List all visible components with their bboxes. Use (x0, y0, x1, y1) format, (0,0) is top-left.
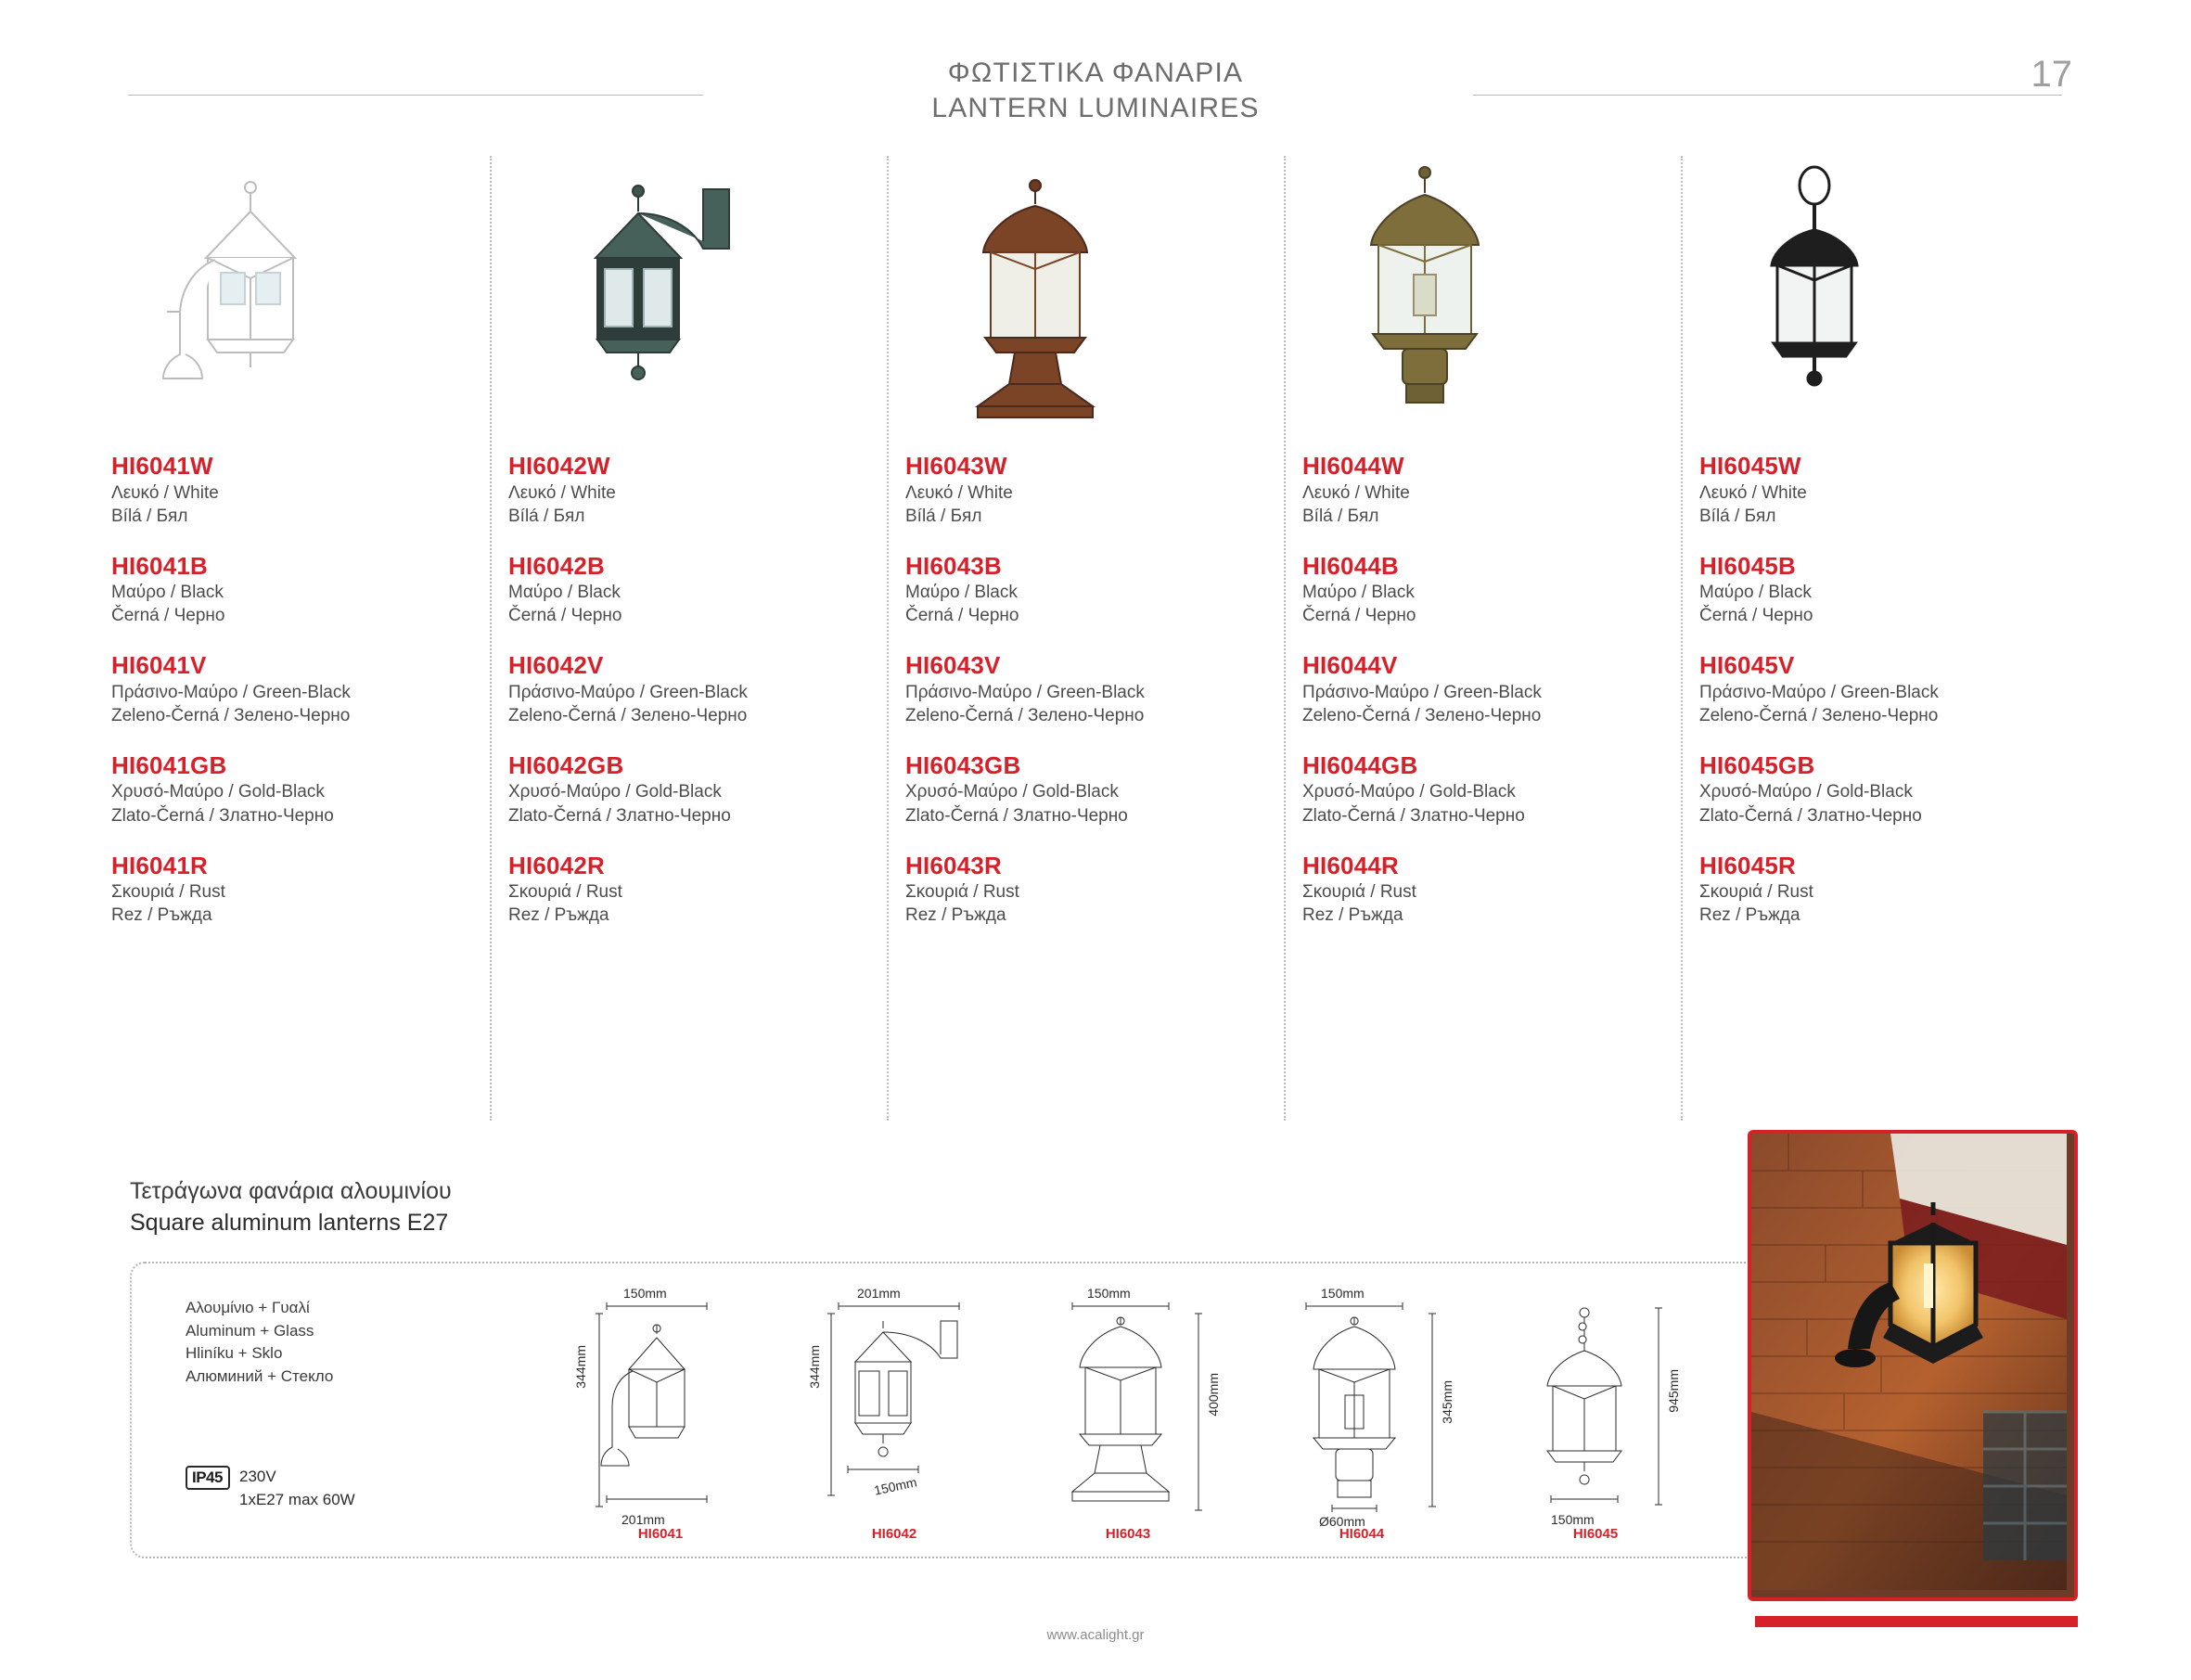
variant-code: HI6042V (508, 651, 604, 680)
dimension-bottom: 150mm (872, 1474, 918, 1498)
variant-desc2: Zlato-Černá / Златно-Черно (905, 805, 1128, 826)
variant-item[interactable] (111, 551, 499, 628)
variant-item[interactable] (905, 650, 1293, 727)
dimension-top: 150mm (1087, 1286, 1131, 1301)
dimension-side: 345mm (1440, 1380, 1454, 1424)
variant-desc1: Χρυσό-Μαύρο / Gold-Black (508, 782, 722, 802)
variant-desc2: Zeleno-Černá / Зелено-Черно (1699, 705, 1939, 725)
dimension-drawings (568, 1280, 1736, 1549)
post-top-lantern-icon (1302, 156, 1690, 443)
variant-item[interactable] (1302, 650, 1690, 727)
variant-code: HI6042B (508, 551, 606, 580)
product-column-hi6045 (1699, 156, 2096, 1111)
variant-item[interactable] (1699, 851, 2087, 928)
dimension-drawing-hi6044 (1269, 1280, 1503, 1549)
variant-desc1: Λευκό / White (508, 482, 616, 503)
variant-desc1: Σκουριά / Rust (905, 882, 1019, 903)
dimension-label: HI6041 (637, 1526, 684, 1542)
variant-desc1: Μαύρο / Black (1302, 583, 1415, 603)
variant-code: HI6045B (1699, 551, 1797, 580)
variant-desc1: Χρυσό-Μαύρο / Gold-Black (1699, 782, 1913, 802)
specification-box (130, 1262, 1762, 1558)
variant-code: HI6044V (1302, 651, 1398, 680)
variant-item[interactable] (1699, 750, 2087, 827)
variant-desc2: Zlato-Černá / Златно-Черно (1302, 805, 1525, 826)
product-columns (111, 156, 2096, 1111)
variant-desc2: Bílá / Бял (508, 506, 585, 526)
variant-code: HI6044W (1302, 452, 1404, 480)
variant-code: HI6043GB (905, 750, 1021, 779)
variant-code: HI6045GB (1699, 750, 1815, 779)
variant-code: HI6041B (111, 551, 209, 580)
dimension-label: HI6042 (871, 1526, 917, 1542)
variant-item[interactable] (508, 551, 896, 628)
section-title (130, 1176, 452, 1239)
variant-desc1: Πράσινο-Μαύρο / Green-Black (1699, 682, 1939, 702)
dimension-top: 150mm (623, 1286, 667, 1301)
variant-desc1: Χρυσό-Μαύρο / Gold-Black (111, 782, 325, 802)
variant-desc2: Černá / Черно (1699, 606, 1813, 626)
variant-code: HI6042GB (508, 750, 624, 779)
variant-list (508, 451, 896, 927)
variant-code: HI6044B (1302, 551, 1400, 580)
variant-item[interactable] (1699, 551, 2087, 628)
variant-code: HI6043V (905, 651, 1001, 680)
variant-desc2: Rez / Ръжда (111, 905, 212, 926)
variant-desc1: Μαύρο / Black (111, 583, 224, 603)
variant-item[interactable] (905, 750, 1293, 827)
variant-code: HI6041R (111, 851, 209, 879)
variant-code: HI6045R (1699, 851, 1797, 879)
variant-desc1: Σκουριά / Rust (1302, 882, 1416, 903)
variant-desc1: Χρυσό-Μαύρο / Gold-Black (1302, 782, 1516, 802)
variant-code: HI6044R (1302, 851, 1400, 879)
variant-desc1: Λευκό / White (111, 482, 219, 503)
variant-code: HI6042R (508, 851, 606, 879)
variant-desc1: Χρυσό-Μαύρο / Gold-Black (905, 782, 1119, 802)
dimension-side: 344mm (807, 1345, 822, 1389)
variant-item[interactable] (1302, 750, 1690, 827)
voltage-value: 230V (238, 1468, 276, 1485)
variant-desc1: Μαύρο / Black (508, 583, 621, 603)
wall-lantern-up-icon (111, 156, 499, 443)
ip-rating-badge: IP45 (186, 1466, 230, 1490)
dimension-bottom: Ø60mm (1319, 1514, 1365, 1529)
variant-desc2: Bílá / Бял (1302, 506, 1379, 526)
variant-code: HI6041GB (111, 750, 227, 779)
dimension-top: 150mm (1321, 1286, 1365, 1301)
variant-item[interactable] (111, 650, 499, 727)
variant-desc2: Bílá / Бял (1699, 506, 1776, 526)
variant-desc2: Bílá / Бял (111, 506, 188, 526)
variant-desc2: Zeleno-Černá / Зелено-Черно (1302, 705, 1542, 725)
dimension-drawing-hi6045 (1503, 1280, 1736, 1549)
product-column-hi6042 (508, 156, 905, 1111)
variant-item[interactable] (508, 851, 896, 928)
variant-desc2: Rez / Ръжда (905, 905, 1006, 926)
variant-item[interactable] (905, 851, 1293, 928)
dimension-side: 344mm (573, 1345, 588, 1389)
electrical-specs (186, 1466, 355, 1511)
variant-item[interactable] (1302, 451, 1690, 528)
variant-desc2: Černá / Черно (111, 606, 225, 626)
variant-code: HI6041V (111, 651, 207, 680)
variant-item[interactable] (508, 750, 896, 827)
variant-item[interactable] (905, 451, 1293, 528)
wall-lantern-down-icon (508, 156, 896, 443)
variant-desc2: Zeleno-Černá / Зелено-Черно (508, 705, 748, 725)
variant-code: HI6043R (905, 851, 1003, 879)
variant-desc1: Λευκό / White (1699, 482, 1807, 503)
product-column-hi6044 (1302, 156, 1699, 1111)
footer-url[interactable]: www.acalight.gr (1046, 1627, 1145, 1643)
dimension-side: 945mm (1666, 1369, 1681, 1413)
variant-desc1: Πράσινο-Μαύρο / Green-Black (111, 682, 351, 702)
dimension-label: HI6044 (1339, 1526, 1385, 1542)
dimension-drawing-hi6042 (801, 1280, 1035, 1549)
variant-item[interactable] (905, 551, 1293, 628)
dimension-bottom: 150mm (1551, 1512, 1595, 1527)
variant-desc2: Zlato-Černá / Златно-Черно (1699, 805, 1922, 826)
variant-desc2: Zlato-Černá / Златно-Черно (508, 805, 731, 826)
variant-desc2: Rez / Ръжда (1699, 905, 1800, 926)
variant-item[interactable] (111, 750, 499, 827)
materials-list (186, 1297, 333, 1389)
variant-code: HI6044GB (1302, 750, 1418, 779)
variant-list (111, 451, 499, 927)
variant-item[interactable] (1302, 551, 1690, 628)
variant-code: HI6043B (905, 551, 1003, 580)
variant-desc1: Λευκό / White (905, 482, 1013, 503)
variant-desc2: Rez / Ръжда (1302, 905, 1403, 926)
variant-desc1: Μαύρο / Black (905, 583, 1018, 603)
variant-desc1: Λευκό / White (1302, 482, 1410, 503)
page-title-english: LANTERN LUMINAIRES (931, 93, 1260, 124)
section-title-greek: Τετράγωνα φανάρια αλουμινίου (130, 1178, 452, 1204)
dimension-drawing-hi6041 (568, 1280, 801, 1549)
variant-list (1302, 451, 1690, 927)
variant-item[interactable] (111, 451, 499, 528)
variant-desc1: Πράσινο-Μαύρο / Green-Black (508, 682, 748, 702)
page-title (0, 56, 2191, 127)
variant-code: HI6045W (1699, 452, 1801, 480)
page-header (0, 56, 2191, 158)
variant-item[interactable] (508, 650, 896, 727)
page-number: 17 (2031, 54, 2072, 95)
dimension-side: 400mm (1206, 1373, 1221, 1417)
material-line-russian: Алюминий + Стекло (186, 1366, 334, 1385)
red-accent-bar (1755, 1616, 2078, 1627)
variant-desc2: Černá / Черно (508, 606, 622, 626)
variant-desc1: Πράσινο-Μαύρο / Green-Black (1302, 682, 1542, 702)
product-photo (1748, 1130, 2078, 1601)
page-title-greek: ΦΩΤΙΣΤΙΚΑ ΦΑΝΑΡΙΑ (947, 58, 1244, 88)
variant-item[interactable] (111, 851, 499, 928)
dimension-label: HI6045 (1572, 1526, 1619, 1542)
variant-item[interactable] (1302, 851, 1690, 928)
variant-item[interactable] (508, 451, 896, 528)
variant-desc2: Černá / Черно (905, 606, 1019, 626)
variant-desc1: Σκουριά / Rust (111, 882, 225, 903)
variant-desc2: Černá / Черно (1302, 606, 1416, 626)
variant-desc2: Zlato-Černá / Златно-Черно (111, 805, 334, 826)
variant-desc2: Zeleno-Černá / Зелено-Черно (905, 705, 1145, 725)
variant-desc1: Πράσινο-Μαύρο / Green-Black (905, 682, 1145, 702)
variant-desc1: Σκουριά / Rust (1699, 882, 1813, 903)
variant-code: HI6043W (905, 452, 1007, 480)
variant-code: HI6042W (508, 452, 610, 480)
dimension-drawing-hi6043 (1035, 1280, 1269, 1549)
material-line-greek: Αλουμίνιο + Γυαλί (186, 1299, 310, 1316)
variant-desc1: Σκουριά / Rust (508, 882, 622, 903)
material-line-english: Aluminum + Glass (186, 1321, 314, 1340)
section-title-english: Square aluminum lanterns E27 (130, 1209, 449, 1236)
material-line-czech: Hliníku + Sklo (186, 1344, 283, 1363)
dimension-label: HI6043 (1105, 1526, 1151, 1542)
variant-desc2: Zeleno-Černá / Зелено-Черно (111, 705, 351, 725)
product-column-hi6041 (111, 156, 508, 1111)
variant-code: HI6041W (111, 452, 213, 480)
variant-code: HI6045V (1699, 651, 1795, 680)
hanging-lantern-icon (1699, 156, 2087, 443)
variant-item[interactable] (1699, 451, 2087, 528)
dimension-bottom: 201mm (621, 1512, 665, 1527)
product-column-hi6043 (905, 156, 1302, 1111)
variant-desc2: Rez / Ръжда (508, 905, 609, 926)
voltage-lamp-info (239, 1466, 355, 1511)
variant-desc1: Μαύρο / Black (1699, 583, 1812, 603)
variant-item[interactable] (1699, 650, 2087, 727)
dimension-top: 201mm (857, 1286, 901, 1301)
pedestal-lantern-icon (905, 156, 1293, 443)
variant-desc2: Bílá / Бял (905, 506, 982, 526)
variant-list (905, 451, 1293, 927)
lamp-value: 1xE27 max 60W (238, 1490, 355, 1508)
variant-list (1699, 451, 2087, 927)
